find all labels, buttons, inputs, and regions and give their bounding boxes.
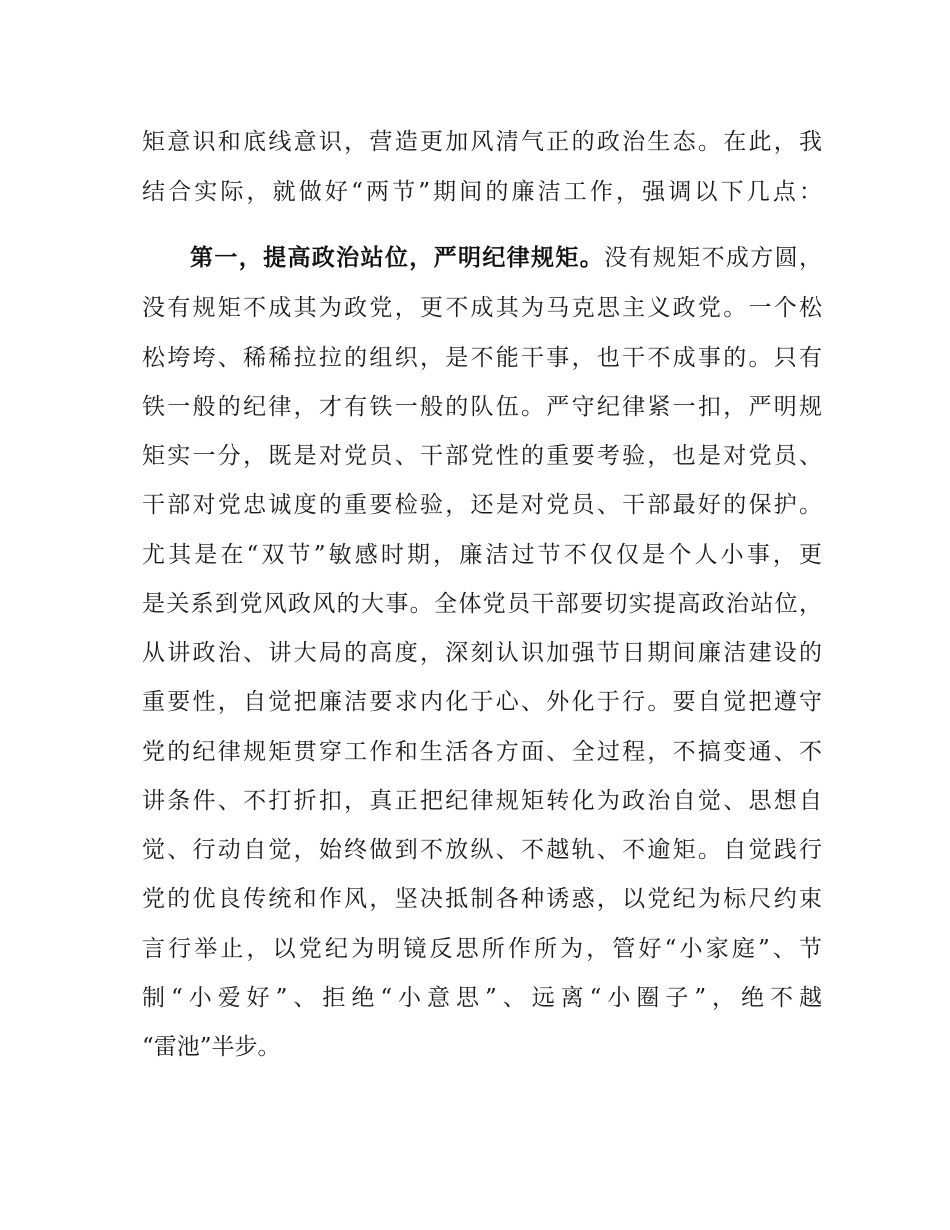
body-line: 没有规矩不成其为政党，更不成其为马克思主义政党。一个松	[142, 295, 822, 321]
body-line: 党的纪律规矩贯穿工作和生活各方面、全过程，不搞变通、不	[142, 739, 822, 765]
body-line: 从讲政治、讲大局的高度，深刻认识加强节日期间廉洁建设的	[142, 640, 822, 666]
body-line: 矩实一分，既是对党员、干部党性的重要考验，也是对党员、	[142, 443, 822, 469]
body-line: 重要性，自觉把廉洁要求内化于心、外化于行。要自觉把遵守	[142, 689, 822, 715]
body-line: 尤其是在“双节”敏感时期，廉洁过节不仅仅是个人小事，更	[142, 542, 822, 568]
body-line: 制“小爱好”、拒绝“小意思”、远离“小圈子”，绝不越	[142, 985, 822, 1011]
body-line: 觉、行动自觉，始终做到不放纵、不越轨、不逾矩。自觉践行	[142, 837, 822, 863]
intro-line-1: 矩意识和底线意识，营造更加风清气正的政治生态。在此，我	[142, 129, 822, 155]
body-line: 干部对党忠诚度的重要检验，还是对党员、干部最好的保护。	[142, 492, 822, 518]
body-line: 党的优良传统和作风，坚决抵制各种诱惑，以党纪为标尺约束	[142, 886, 822, 912]
body-line: 松垮垮、稀稀拉拉的组织，是不能干事，也干不成事的。只有	[142, 345, 822, 371]
section-first-line-rest: 没有规矩不成方圆，	[604, 245, 823, 271]
body-line: 讲条件、不打折扣，真正把纪律规矩转化为政治自觉、思想自	[142, 788, 822, 814]
section-heading: 第一，提高政治站位，严明纪律规矩。	[190, 245, 605, 271]
section-first-line	[190, 238, 822, 278]
intro-line-2: 结合实际，就做好“两节”期间的廉洁工作，强调以下几点：	[142, 179, 822, 205]
body-line: 铁一般的纪律，才有铁一般的队伍。严守纪律紧一扣，严明规	[142, 394, 822, 420]
body-line: 是关系到党风政风的大事。全体党员干部要切实提高政治站位，	[142, 591, 822, 617]
body-line: 言行举止，以党纪为明镜反思所作所为，管好“小家庭”、节	[142, 936, 822, 962]
body-line-last: “雷池”半步。	[142, 1034, 281, 1060]
